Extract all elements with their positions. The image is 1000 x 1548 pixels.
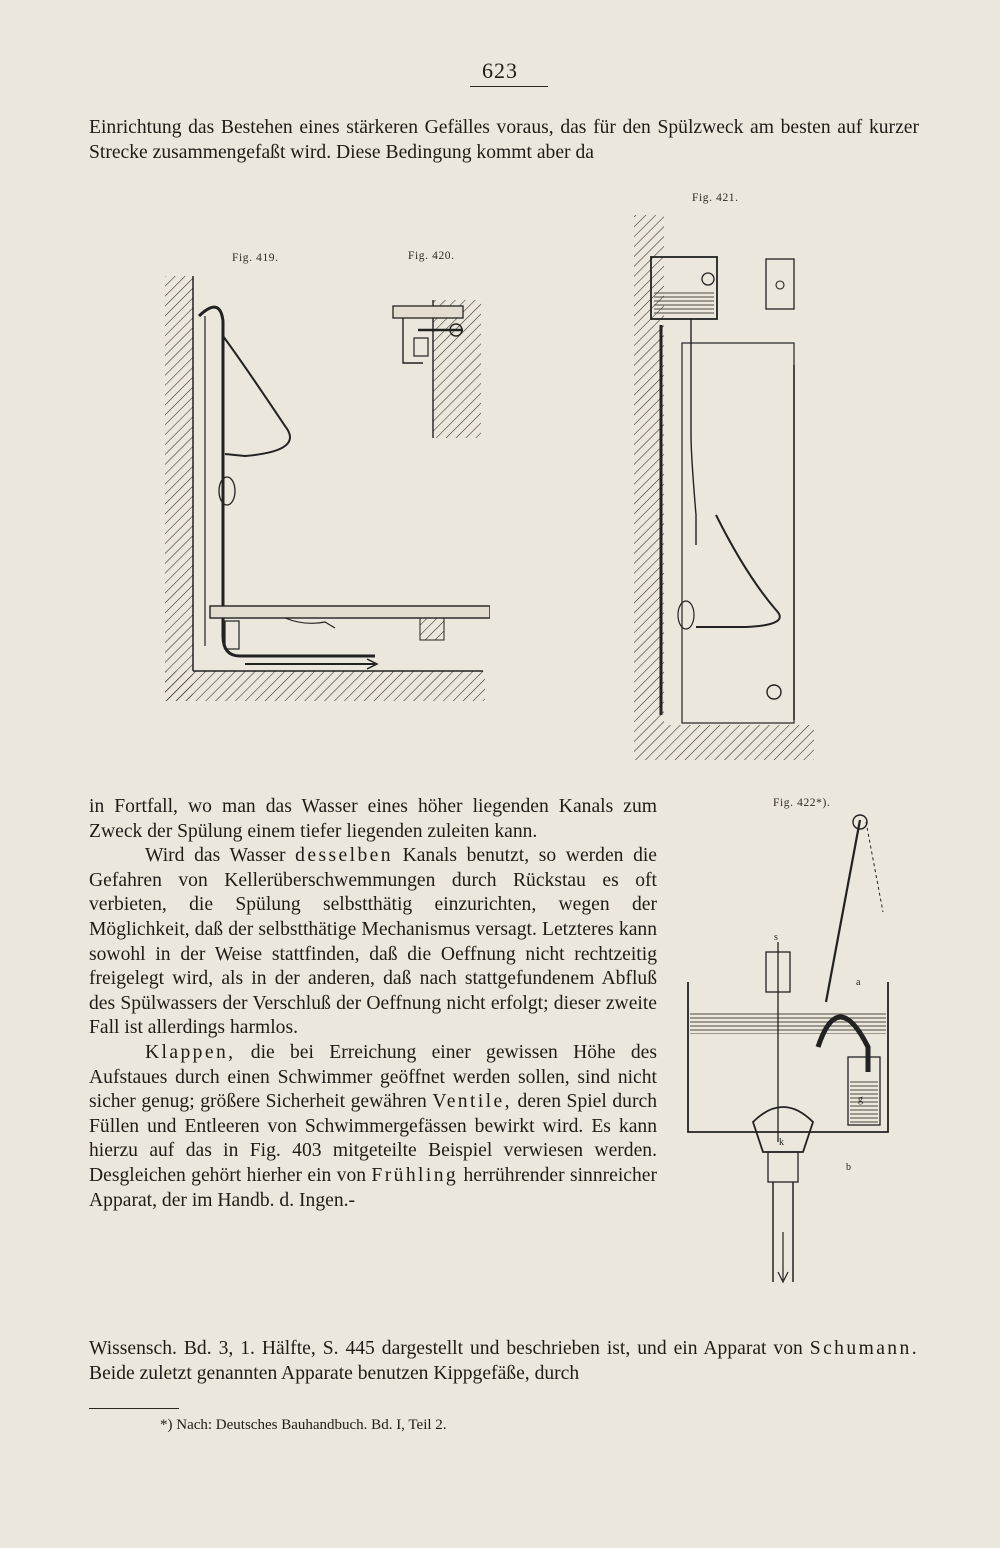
figure-422-label: Fig. 422*).	[773, 797, 831, 809]
footnote: *) Nach: Deutsches Bauhandbuch. Bd. I, Teil 2.	[160, 1417, 447, 1433]
emphasis-ventile: Ventile,	[432, 1091, 512, 1113]
figure-422-letter-k: k	[779, 1137, 784, 1148]
body-text-narrow-column	[89, 795, 657, 1213]
paragraph-wird-b: Kanals benutzt, so werden die Gefahren von Kellerüberschwemmungen durch Rückstau es oft verbieten, die Spülung selbstthätig einzurichten, wegen der Möglichkeit, daß der selbstthätige Mechanismus versagt. Letzteres kann sowohl in der Weise stattfinden, daß die Oeffnung nicht rechtzeitig freigelegt wird, als in der anderen, daß nach stattgefundenem Abfluß des Spülwassers der Verschluß der Oeffnung nicht erfolgt; dieser zweite Fall ist allerdings harmlos.	[89, 845, 658, 1039]
page-number: 623	[482, 58, 518, 83]
paragraph-fortfall: in Fortfall, wo man das Wasser eines höher liegenden Kanals zum Zweck der Spülung einem tiefer liegenden zuleiten kann.	[89, 796, 657, 842]
figure-422-flushing-tank-drawing	[678, 812, 916, 1312]
figure-419-label: Fig. 419.	[232, 252, 279, 264]
paragraph-klappen-b: deren Spiel durch Füllen und Entleeren von Schwimmergefässen bewirkt wird. Es kann hierzu auf das in Fig. 403 mitgeteilte Beispiel verwiesen werden. Desgleichen gehört hierher ein von	[89, 1091, 657, 1186]
paragraph-wissensch-a: Wissensch. Bd. 3, 1. Hälfte, S. 445 dargestellt und beschrieben ist, und ein Apparat von	[89, 1338, 810, 1359]
paragraph-wissensch-b: Beide zuletzt genannten Apparate benutzen Kippgefäße, durch	[89, 1362, 580, 1384]
figure-422-letter-b: b	[846, 1162, 851, 1173]
figure-420-bracket-drawing	[388, 268, 488, 438]
figure-421-cistern-drawing	[596, 215, 821, 760]
paragraph-klappen-a: die bei Erreichung einer gewissen Höhe des Aufstaues durch einen Schwimmer geöffnet werden sollen, sind nicht sicher genug; größere Sicherheit gewähren	[89, 1041, 657, 1113]
emphasis-fruehling: Frühling	[371, 1164, 459, 1186]
emphasis-schumann: Schumann.	[809, 1338, 919, 1359]
footnote-rule	[89, 1408, 179, 1409]
figure-422-letter-a: a	[856, 977, 861, 988]
emphasis-desselben: desselben	[295, 845, 393, 867]
intro-paragraph: Einrichtung das Bestehen eines stärkeren Gefälles voraus, das für den Spülzweck am besten auf kurzer Strecke zusammengefaßt wird. Diese Bedingung kommt aber da	[89, 117, 919, 163]
emphasis-klappen: Klappen,	[145, 1041, 236, 1063]
figure-420-label: Fig. 420.	[408, 250, 455, 262]
figure-422-letter-s: s	[774, 932, 778, 943]
figure-422-letter-g: g	[858, 1094, 863, 1105]
body-text-wide	[89, 1337, 919, 1386]
figure-421-label: Fig. 421.	[692, 192, 739, 204]
page-number-rule	[470, 86, 548, 87]
paragraph-klappen-c: herrührender sinnreicher Apparat, der im Handb. d. Ingen.-	[89, 1164, 658, 1211]
paragraph-wird-a: Wird das Wasser	[145, 845, 296, 867]
